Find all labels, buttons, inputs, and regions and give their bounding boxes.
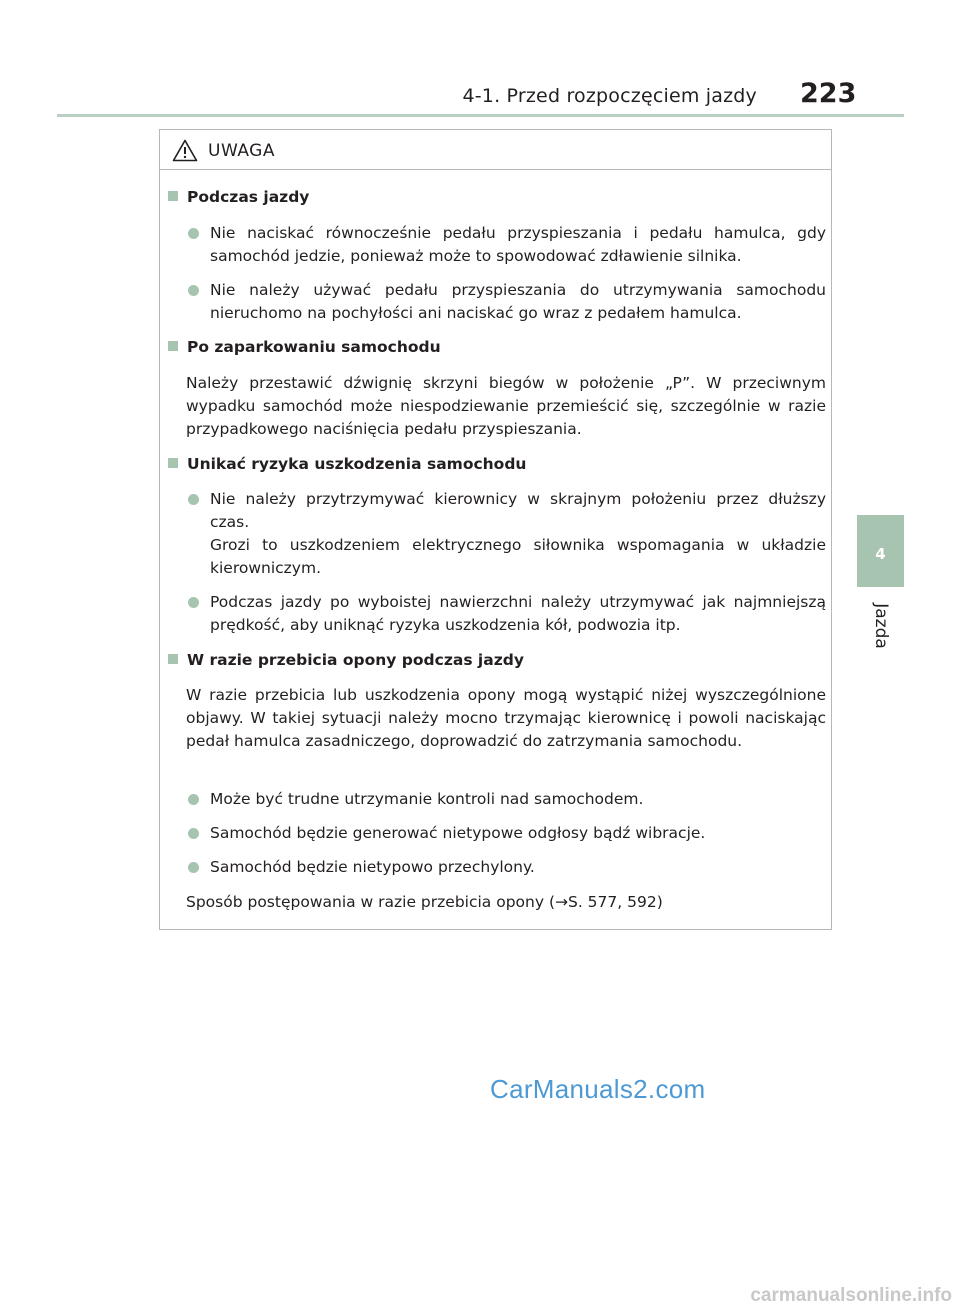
bullet-item: Nie należy używać pedału przyspieszania do utrzymywania samochodu nieruchomo na pochyłości ani naciskać go wraz z pedałem hamulca. (186, 279, 826, 325)
section-paragraph: W razie przebicia lub uszkodzenia opony mogą wystąpić niżej wyszczególnione objawy. W takiej sytuacji należy mocno trzymając kierownicę i powoli naciskając pedał hamulca zasadniczego, doprowadzić do zatrzymania samochodu. (186, 686, 826, 750)
bullet-item: Nie naciskać równocześnie pedału przyspieszania i pedału hamulca, gdy samochód jedzie, ponieważ może to spowodować zdławienie silnika. (186, 222, 826, 268)
page-number: 223 (800, 78, 857, 109)
footer-watermark: carmanualsonline.info (750, 1285, 952, 1306)
page-reference[interactable]: Sposób postępowania w razie przebicia opony (→S. 577, 592) (186, 893, 663, 911)
bullet-item: Samochód będzie generować nietypowe odgłosy bądź wibracje. (186, 822, 826, 845)
warning-header (160, 130, 831, 170)
chapter-tab (857, 515, 904, 587)
bullet-item: Nie należy przytrzymywać kierownicy w skrajnym położeniu przez dłuższy czas. Grozi to uszkodzeniem elektrycznego siłownika wspomagania w układzie kierowniczym. (186, 488, 826, 580)
chapter-label (858, 596, 904, 656)
bullet-item: Może być trudne utrzymanie kontroli nad samochodem. (186, 788, 826, 811)
section-paragraph: Należy przestawić dźwignię skrzyni biegów w położenie „P”. W przeciwnym wypadku samochód może niespodziewanie przemieścić się, szczególnie w razie przypadkowego naciśnięcia pedału przyspieszania. (186, 374, 826, 438)
warning-title: UWAGA (208, 141, 275, 161)
header-divider (57, 114, 904, 117)
warning-box (159, 129, 832, 930)
warning-triangle-icon (172, 139, 198, 162)
site-watermark: CarManuals2.com (490, 1074, 706, 1104)
section-heading: Po zaparkowaniu samochodu (168, 336, 818, 359)
chapter-number: 4 (875, 545, 886, 563)
section-heading: W razie przebicia opony podczas jazdy (168, 649, 818, 672)
bullet-item: Samochód będzie nietypowo przechylony. (186, 856, 826, 879)
section-heading: Unikać ryzyka uszkodzenia samochodu (168, 453, 818, 476)
chapter-name: Jazda (871, 603, 891, 649)
section-heading: Podczas jazdy (168, 186, 818, 209)
bullet-item: Podczas jazdy po wyboistej nawierzchni należy utrzymywać jak najmniejszą prędkość, aby uniknąć ryzyka uszkodzenia kół, podwozia itp. (186, 591, 826, 637)
section-title: 4-1. Przed rozpoczęciem jazdy (462, 85, 757, 107)
